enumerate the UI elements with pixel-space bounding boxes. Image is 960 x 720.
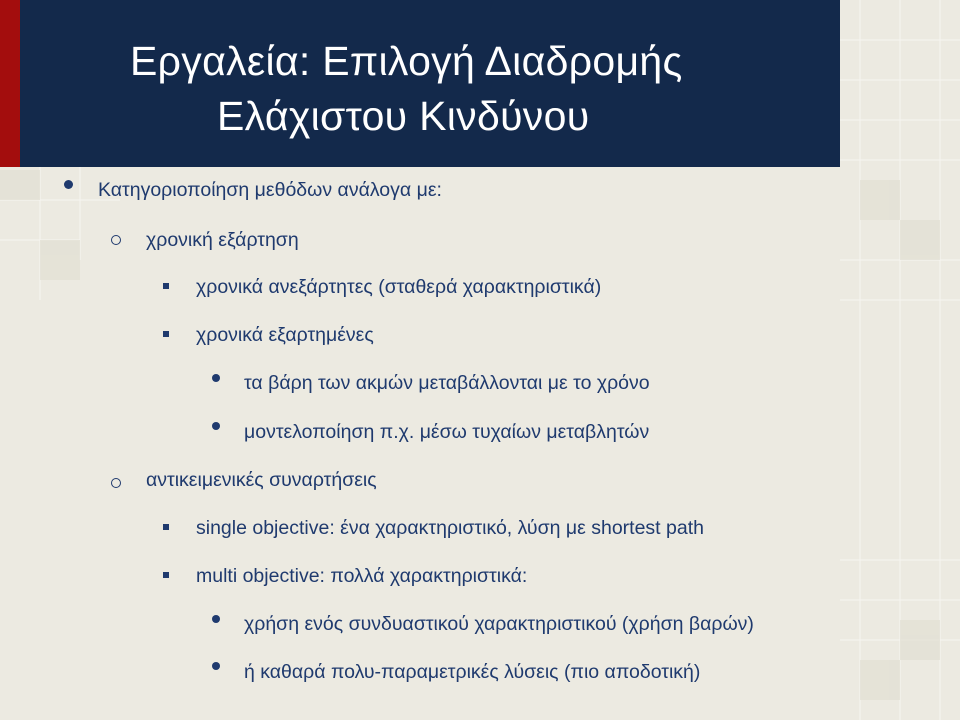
bullet-text-level-2: αντικειμενικές συναρτήσεις <box>146 469 377 491</box>
slide-title-line-1: Εργαλεία: Επιλογή Διαδρομής <box>130 38 683 84</box>
bullet-text-level-4: τα βάρη των ακμών μεταβάλλονται με το χρόνο <box>244 372 650 394</box>
bullet-square-icon <box>163 331 169 337</box>
bullet-text-level-1: Κατηγοριοποίηση μεθόδων ανάλογα με: <box>98 179 442 201</box>
bullet-ring-icon <box>111 478 121 488</box>
bullet-text-level-4: χρήση ενός συνδυαστικού χαρακτηριστικού (χρήση βαρών) <box>244 613 754 635</box>
bullet-text-level-2: χρονική εξάρτηση <box>146 229 299 251</box>
bullet-dot-icon <box>212 422 220 430</box>
bullet-ring-icon <box>111 235 121 245</box>
bullet-dot-icon <box>212 615 220 623</box>
bullet-dot-icon <box>212 374 220 382</box>
bullet-square-icon <box>163 572 169 578</box>
bullet-text-level-4: ή καθαρά πολυ-παραμετρικές λύσεις (πιο αποδοτική) <box>244 661 701 683</box>
bullet-text-level-3: χρονικά ανεξάρτητες (σταθερά χαρακτηριστικά) <box>196 276 602 298</box>
bullet-text-level-3: χρονικά εξαρτημένες <box>196 324 374 346</box>
slide-title-box <box>20 0 840 167</box>
bullet-dot-icon <box>212 662 220 670</box>
slide-title-line-2: Ελάχιστου Κινδύνου <box>217 93 590 139</box>
bullet-text-level-4: μοντελοποίηση π.χ. μέσω τυχαίων μεταβλητών <box>244 421 650 443</box>
bullet-dot-icon <box>64 180 73 189</box>
bullet-text-level-3: single objective: ένα χαρακτηριστικό, λύση με shortest path <box>196 517 704 539</box>
bullet-text-level-3: multi objective: πολλά χαρακτηριστικά: <box>196 565 528 587</box>
bullet-square-icon <box>163 283 169 289</box>
title-accent-bar <box>0 0 20 167</box>
bullet-square-icon <box>163 524 169 530</box>
